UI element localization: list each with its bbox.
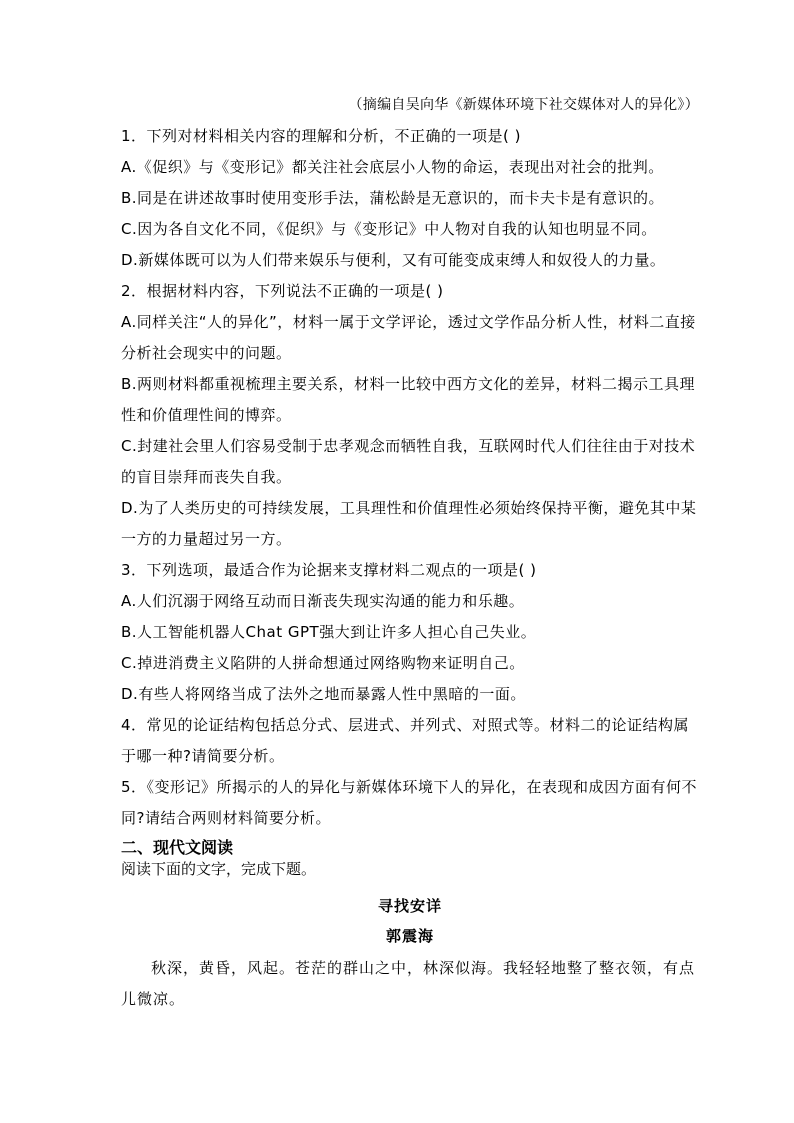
source-citation: （摘编自吴向华《新媒体环境下社交媒体对人的异化》） [348, 97, 699, 113]
question-2-stem: 2．根据材料内容，下列说法不正确的一项是( ) [121, 282, 444, 300]
story-paragraph: 秋深，黄昏，风起。苍茫的群山之中，林深似海。我轻轻地整了整衣领，有点儿微凉。 [121, 959, 696, 1008]
section-heading: 二、现代文阅读 [121, 838, 234, 857]
question-5: 5．《变形记》所揭示的人的异化与新媒体环境下人的异化，在表现和成因方面有何不同?请结合两则材料简要分析。 [121, 778, 698, 827]
question-1-option-b: B.同是在讲述故事时使用变形手法，蒲松龄是无意识的，而卡夫卡是有意识的。 [121, 189, 665, 207]
section-instruction: 阅读下面的文字，完成下题。 [121, 860, 317, 878]
question-3-option-b: B.人工智能机器人Chat GPT强大到让许多人担心自己失业。 [121, 623, 537, 641]
question-3-option-c: C.掉进消费主义陷阱的人拼命想通过网络购物来证明自己。 [121, 654, 525, 672]
question-4: 4．常见的论证结构包括总分式、层进式、并列式、对照式等。材料二的论证结构属于哪一种?请简要分析。 [121, 716, 690, 765]
question-3-stem: 3．下列选项，最适合作为论据来支撑材料二观点的一项是( ) [121, 561, 537, 579]
question-list [121, 121, 699, 834]
question-1-option-c: C.因为各自文化不同，《促织》与《变形记》中人物对自我的认知也明显不同。 [121, 220, 657, 238]
story-author: 郭震海 [385, 927, 434, 945]
question-2-option-b: B.两则材料都重视梳理主要关系，材料一比较中西方文化的差异，材料二揭示工具理性和价值理性间的博弈。 [121, 375, 696, 424]
page-content [121, 94, 699, 1015]
question-2-option-a: A.同样关注“人的异化”，材料一属于文学评论，透过文学作品分析人性，材料二直接分析社会现实中的问题。 [121, 313, 696, 362]
question-3-option-a: A.人们沉溺于网络互动而日渐丧失现实沟通的能力和乐趣。 [121, 592, 525, 610]
question-2-option-c: C.封建社会里人们容易受制于忠孝观念而牺牲自我，互联网时代人们往往由于对技术的盲目崇拜而丧失自我。 [121, 437, 696, 486]
question-1-option-d: D.新媒体既可以为人们带来娱乐与便利，又有可能变成束缚人和奴役人的力量。 [121, 251, 666, 269]
question-2-option-d: D.为了人类历史的可持续发展，工具理性和价值理性必须始终保持平衡，避免其中某一方的力量超过另一方。 [121, 499, 697, 548]
question-3-option-d: D.有些人将网络当成了法外之地而暴露人性中黑暗的一面。 [121, 685, 526, 703]
question-1-stem: 1．下列对材料相关内容的理解和分析，不正确的一项是( ) [121, 127, 522, 145]
story-title: 寻找安详 [377, 897, 442, 915]
question-1-option-a: A.《促织》与《变形记》都关注社会底层小人物的命运，表现出对社会的批判。 [121, 158, 664, 176]
